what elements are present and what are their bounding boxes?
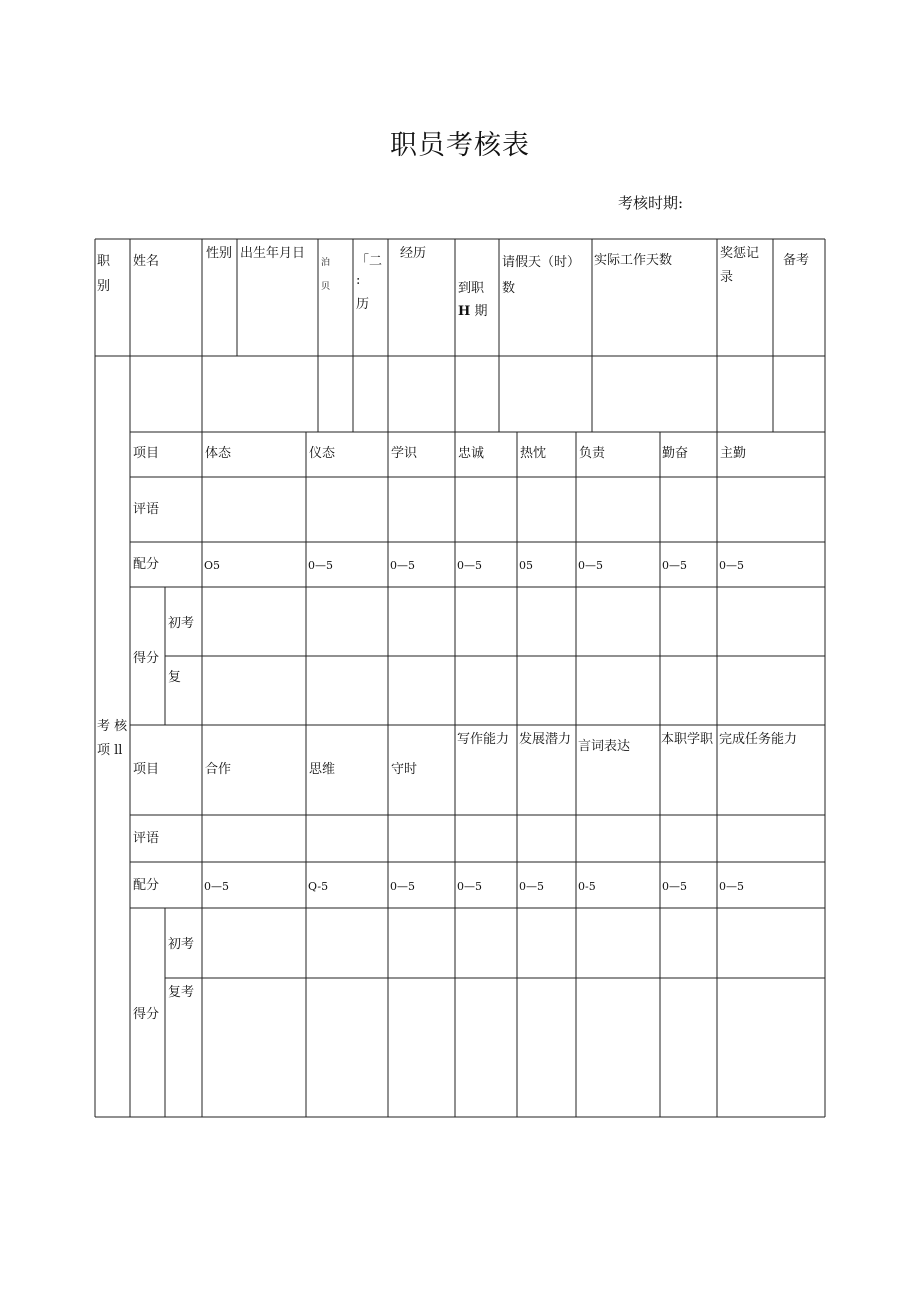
section2-item: 发展潜力 <box>519 732 572 747</box>
section1-max-score: 0—5 <box>390 559 415 572</box>
page-title: 职员考核表 <box>390 130 530 161</box>
section1-item: 忠诚 <box>458 446 485 461</box>
section1-re-review-label: 复 <box>168 670 182 685</box>
section2-item: 写作能力 <box>457 732 510 747</box>
header-hire-date-line1: 到职 <box>458 281 485 296</box>
section2-max-score: 0—5 <box>204 880 229 893</box>
section2-item-label: 项目 <box>133 762 160 777</box>
header-experience-line3: 历 <box>356 297 370 312</box>
section1-max-score: 0—5 <box>662 559 687 572</box>
section1-item: 仪态 <box>309 446 336 461</box>
section2-max-score: 0—5 <box>519 880 544 893</box>
section2-item: 守时 <box>391 762 418 777</box>
section2-max-score: Q-5 <box>308 880 329 893</box>
header-leave-days-line2: 数 <box>502 281 516 296</box>
header-reward-line1: 奖惩记 <box>720 246 760 261</box>
section2-max-score: 0—5 <box>390 880 415 893</box>
section1-max-score: 0—5 <box>457 559 482 572</box>
section1-max-score-label: 配分 <box>133 557 160 572</box>
section1-item-label: 项目 <box>133 446 160 461</box>
header-education-line1: 泊 <box>321 258 331 268</box>
header-role-line1: 职 <box>97 254 111 269</box>
section2-item: 本职学职 <box>661 732 714 747</box>
section2-item: 思维 <box>309 762 336 777</box>
assessment-items-label-line2: 项 ll <box>97 743 123 758</box>
header-hire-date-line2 <box>458 304 487 320</box>
header-gender: 性别 <box>206 246 233 261</box>
section2-max-score: 0—5 <box>662 880 687 893</box>
header-experience-line2: : <box>356 273 361 288</box>
section2-first-review-label: 初考 <box>168 937 195 952</box>
section2-item: 言词表达 <box>578 739 631 754</box>
section2-item: 合作 <box>205 762 232 777</box>
header-education-line2: 贝 <box>321 282 331 292</box>
header-hire-date-glyph: H <box>458 304 471 319</box>
section1-item: 体态 <box>205 446 232 461</box>
header-hire-date-period: 期 <box>474 304 488 319</box>
section1-max-score: 0—5 <box>719 559 744 572</box>
header-remarks: 备考 <box>783 253 810 268</box>
section1-item: 热忱 <box>520 446 547 461</box>
section1-max-score: O5 <box>204 559 221 572</box>
section2-score-label: 得分 <box>133 1007 160 1022</box>
section1-item: 负责 <box>579 446 606 461</box>
section1-item: 勤奋 <box>662 446 689 461</box>
section1-max-score: 0—5 <box>308 559 333 572</box>
section2-comment-label: 评语 <box>133 831 160 846</box>
section1-max-score: 05 <box>519 559 533 572</box>
header-leave-days-line1: 请假天（时） <box>502 255 581 270</box>
section1-score-label: 得分 <box>133 651 160 666</box>
section2-max-score: 0-5 <box>578 880 596 893</box>
section1-item: 主勤 <box>720 446 747 461</box>
section1-item: 学识 <box>391 446 418 461</box>
section2-max-score: 0—5 <box>719 880 744 893</box>
assessment-items-label-line1: 考 核 <box>97 719 128 734</box>
header-name: 姓名 <box>133 254 160 269</box>
section2-item: 完成任务能力 <box>719 732 798 747</box>
header-history: 经历 <box>400 246 427 261</box>
section1-comment-label: 评语 <box>133 502 160 517</box>
section2-max-score: 0—5 <box>457 880 482 893</box>
section1-first-review-label: 初考 <box>168 616 195 631</box>
header-reward-line2: 录 <box>720 270 734 285</box>
header-birth-date: 出生年月日 <box>240 246 306 261</box>
header-role-line2: 别 <box>97 279 111 294</box>
header-experience-line1: 「二 <box>356 254 383 269</box>
section1-max-score: 0—5 <box>578 559 603 572</box>
section2-max-score-label: 配分 <box>133 878 160 893</box>
header-actual-work-days: 实际工作天数 <box>594 253 673 268</box>
assessment-period-label: 考核时期: <box>618 194 684 212</box>
section2-re-review-label: 复考 <box>168 985 195 1000</box>
